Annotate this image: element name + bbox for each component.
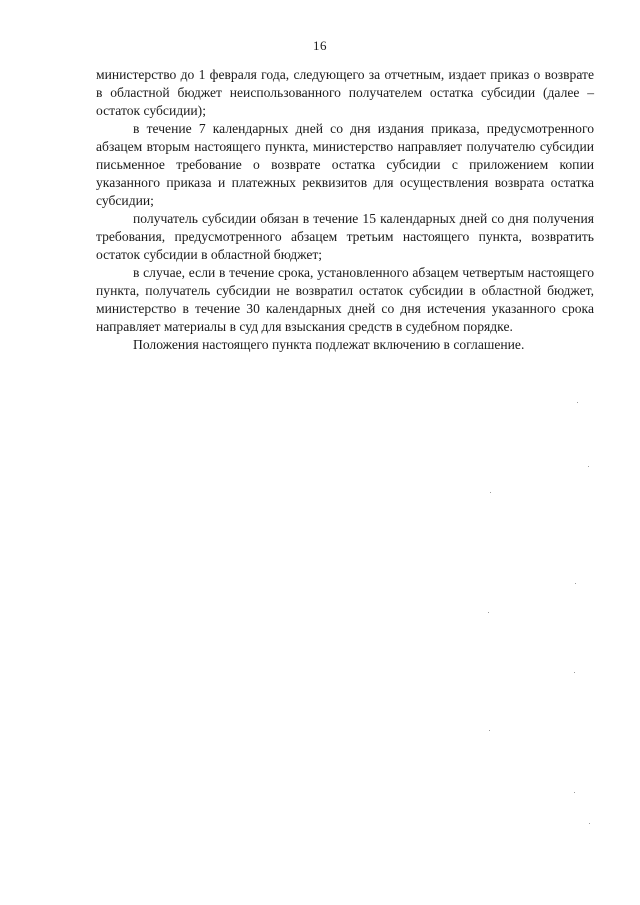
scan-speck [489, 730, 490, 731]
scan-speck [488, 612, 489, 613]
paragraph-ministry-order: министерство до 1 февраля года, следующего за отчетным, издает приказ о возврате в областной бюджет неиспользованного получателем остатка субсидии (далее – остаток субсидии); [96, 67, 594, 118]
paragraph-written-demand: в течение 7 календарных дней со дня издания приказа, предусмотренного абзацем вторым настоящего пункта, министерство направляет получателю субсидии письменное требование о возврате остатка субсидии с приложением копии указанного приказа и платежных реквизитов для осуществления возврата остатка субсидии; [96, 121, 594, 208]
document-body [96, 66, 594, 354]
paragraph-court-recovery: в случае, если в течение срока, установленного абзацем четвертым настоящего пункта, получатель субсидии не возвратил остаток субсидии в областной бюджет, министерство в течение 30 календарных дней со дня истечения указанного срока направляет материалы в суд для взыскания средств в судебном порядке. [96, 265, 594, 334]
scan-speck [577, 402, 578, 403]
scan-speck [575, 583, 576, 584]
scan-speck [588, 466, 589, 467]
scan-speck [574, 792, 575, 793]
scan-speck [490, 492, 491, 493]
paragraph-agreement-inclusion: Положения настоящего пункта подлежат включению в соглашение. [133, 337, 525, 352]
paragraph-recipient-obligation: получатель субсидии обязан в течение 15 календарных дней со дня получения требования, предусмотренного абзацем третьим настоящего пункта, возвратить остаток субсидии в областной бюджет; [96, 211, 594, 262]
page-number: 16 [313, 38, 327, 53]
scan-speck [574, 672, 575, 673]
scan-speck [589, 823, 590, 824]
